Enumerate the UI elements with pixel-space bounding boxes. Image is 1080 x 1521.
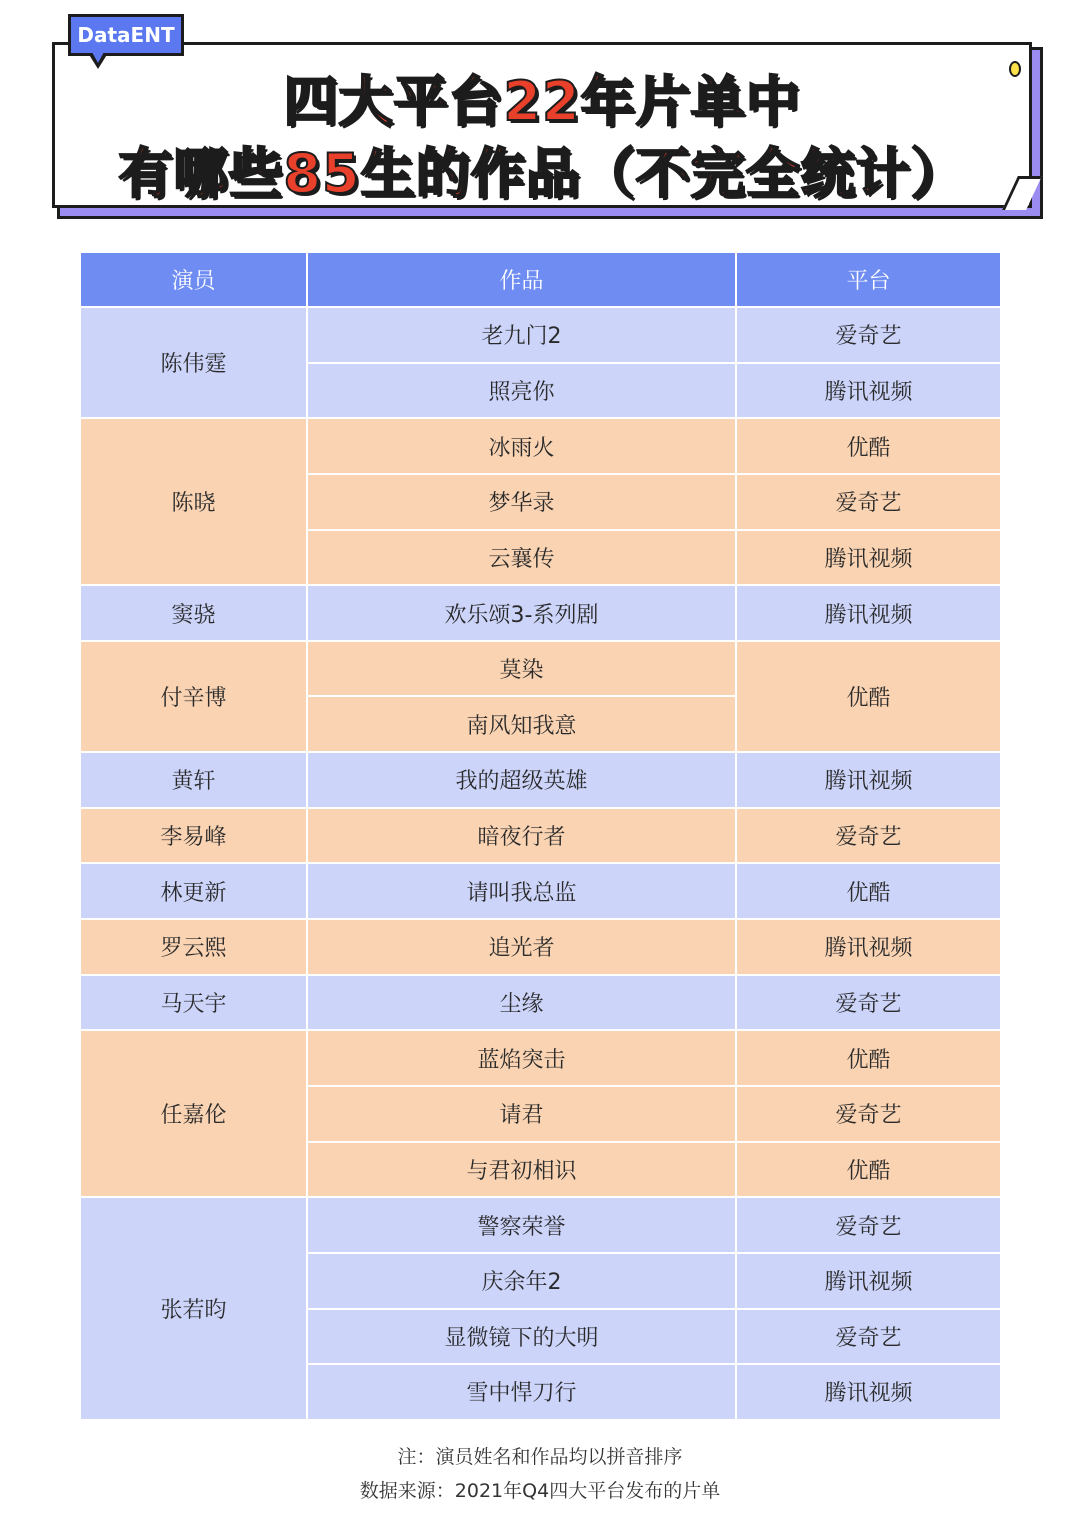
work-cell: 梦华录 <box>308 475 737 531</box>
work-cell: 照亮你 <box>308 364 737 420</box>
work-cell: 与君初相识 <box>308 1143 737 1199</box>
data-source-note: 数据来源：2021年Q4四大平台发布的片单 <box>359 1480 721 1502</box>
work-cell: 云襄传 <box>308 531 737 587</box>
platform-cell: 优酷 <box>737 864 1000 920</box>
platform-cell: 爱奇艺 <box>737 1087 1000 1143</box>
brand-badge: DataENT <box>68 14 184 56</box>
work-cell: 雪中悍刀行 <box>308 1365 737 1421</box>
title-card <box>52 42 1032 208</box>
platform-cell: 优酷 <box>737 419 1000 475</box>
actor-cell: 张若昀 <box>81 1198 308 1421</box>
platform-cell: 优酷 <box>737 642 1000 753</box>
platform-cell: 爱奇艺 <box>737 976 1000 1032</box>
works-table <box>81 253 1000 1421</box>
platform-cell: 爱奇艺 <box>737 475 1000 531</box>
title-line-1: 四大平台22年片单中 <box>283 70 801 133</box>
actor-cell: 付辛博 <box>81 642 308 753</box>
actor-cell: 罗云熙 <box>81 920 308 976</box>
work-cell: 老九门2 <box>308 308 737 364</box>
actor-cell: 陈晓 <box>81 419 308 586</box>
platform-cell: 爱奇艺 <box>737 1198 1000 1254</box>
work-cell: 我的超级英雄 <box>308 753 737 809</box>
actor-cell: 窦骁 <box>81 586 308 642</box>
work-cell: 莫染 <box>308 642 737 698</box>
platform-cell: 腾讯视频 <box>737 1254 1000 1310</box>
actor-cell: 任嘉伦 <box>81 1031 308 1198</box>
header-actor: 演员 <box>81 253 308 308</box>
platform-cell: 优酷 <box>737 1143 1000 1199</box>
platform-cell: 爱奇艺 <box>737 308 1000 364</box>
actor-cell: 林更新 <box>81 864 308 920</box>
platform-cell: 爱奇艺 <box>737 1310 1000 1366</box>
actor-cell: 李易峰 <box>81 809 308 865</box>
platform-cell: 腾讯视频 <box>737 531 1000 587</box>
badge-tail-fill-icon <box>92 52 104 63</box>
work-cell: 暗夜行者 <box>308 809 737 865</box>
header-work: 作品 <box>308 253 737 308</box>
work-cell: 尘缘 <box>308 976 737 1032</box>
header-platform: 平台 <box>737 253 1000 308</box>
actor-cell: 马天宇 <box>81 976 308 1032</box>
work-cell: 蓝焰突击 <box>308 1031 737 1087</box>
work-cell: 警察荣誉 <box>308 1198 737 1254</box>
actor-cell: 黄轩 <box>81 753 308 809</box>
platform-cell: 腾讯视频 <box>737 586 1000 642</box>
work-cell: 庆余年2 <box>308 1254 737 1310</box>
work-cell: 请叫我总监 <box>308 864 737 920</box>
platform-cell: 腾讯视频 <box>737 364 1000 420</box>
sort-note: 注：演员姓名和作品均以拼音排序 <box>397 1446 683 1468</box>
work-cell: 欢乐颂3-系列剧 <box>308 586 737 642</box>
title-line-2: 有哪些85生的作品（不完全统计） <box>118 142 966 205</box>
platform-cell: 腾讯视频 <box>737 1365 1000 1421</box>
platform-cell: 爱奇艺 <box>737 809 1000 865</box>
platform-cell: 腾讯视频 <box>737 920 1000 976</box>
yellow-dot-icon <box>1009 61 1021 77</box>
platform-cell: 腾讯视频 <box>737 753 1000 809</box>
platform-cell: 优酷 <box>737 1031 1000 1087</box>
work-cell: 南风知我意 <box>308 697 737 753</box>
actor-cell: 陈伟霆 <box>81 308 308 419</box>
work-cell: 显微镜下的大明 <box>308 1310 737 1366</box>
work-cell: 冰雨火 <box>308 419 737 475</box>
work-cell: 追光者 <box>308 920 737 976</box>
work-cell: 请君 <box>308 1087 737 1143</box>
